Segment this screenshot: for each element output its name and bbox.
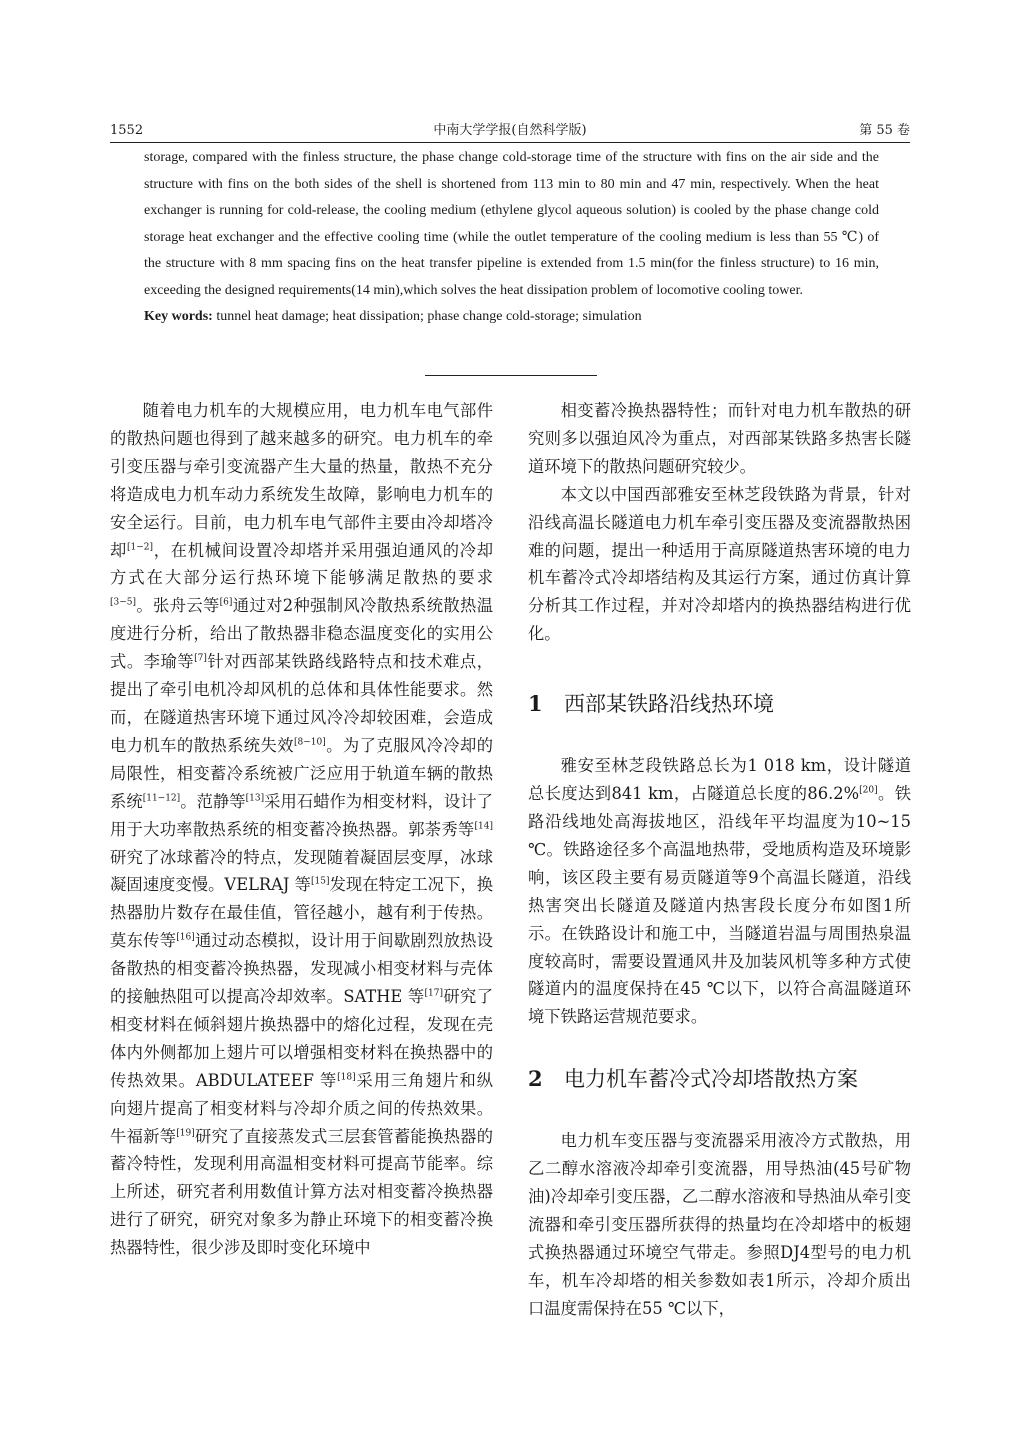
section-number: 2 [528, 1066, 543, 1092]
section-1-paragraph [528, 752, 911, 1031]
english-abstract [144, 145, 879, 331]
citation-ref: [7] [194, 653, 207, 664]
text-run: 研究了相变材料在倾斜翅片换热器中的熔化过程，发现在壳体内外侧都加上翅片可以增强相变材料在换热器中的传热效果。ABDULATEEF 等 [110, 987, 493, 1090]
text-run: 。张舟云等 [136, 596, 220, 616]
text-run: 。范静等 [180, 791, 246, 811]
keywords-line [144, 304, 879, 331]
section-heading-2 [528, 1063, 911, 1095]
right-column [528, 397, 911, 1323]
text-run: 通过对2种强制风冷散热系统散热温度进行分析，给出了散热器非稳态温度变化的实用公式。李瑜等 [110, 596, 493, 672]
text-run: 发现在特定工况下，换热器肋片数存在最佳值，管径越小，越有利于传热。莫东传等 [110, 875, 493, 951]
purpose-paragraph: 本文以中国西部雅安至林芝段铁路为背景，针对沿线高温长隧道电力机车牵引变压器及变流器散热困难的问题，提出一种适用于高原隧道热害环境的电力机车蓄冷式冷却塔结构及其运行方案，通过仿真计算分析其工作过程，并对冷却塔内的换热器结构进行优化。 [528, 484, 911, 644]
text-run: 采用石蜡作为相变材料，设计了用于大功率散热系统的相变蓄冷换热器。郭荼秀等 [110, 791, 493, 839]
citation-ref: [18] [337, 1072, 356, 1083]
citation-ref: [3−5] [110, 597, 137, 608]
text-run: 针对西部某铁路线路特点和技术难点，提出了牵引电机冷却风机的总体和具体性能要求。然而，在隧道热害环境下通过风冷冷却较困难，会造成电力机车的散热系统失效 [110, 652, 493, 755]
citation-ref: [11−12] [142, 793, 181, 804]
page-number: 1552 [110, 123, 144, 138]
running-header [110, 122, 910, 143]
text-run: ，在机械间设置冷却塔并采用强迫通风的冷却方式在大部分运行热环境下能够满足散热的要求 [110, 540, 493, 588]
citation-ref: [1−2] [127, 542, 154, 553]
abstract-separator [425, 375, 597, 376]
keywords-label: Key words: [144, 309, 213, 324]
journal-name: 中南大学学报(自然科学版) [433, 123, 587, 138]
volume-number: 第 55 卷 [859, 123, 910, 138]
text-run: 雅安至林芝段铁路总长为1 018 km，设计隧道总长度达到841 km，占隧道总长度的86.2% [528, 756, 911, 804]
citation-ref: [8−10] [293, 737, 326, 748]
citation-ref: [20] [859, 785, 878, 796]
introduction-paragraph-end: 相变蓄冷换热器特性；而针对电力机车散热的研究则多以强迫风冷为重点，对西部某铁路多热害长隧道环境下的散热问题研究较少。 [528, 401, 911, 476]
text-run: 随着电力机车的大规模应用，电力机车电气部件的散热问题也得到了越来越多的研究。电力机车的牵引变压器与牵引变流器产生大量的热量，散热不充分将造成电力机车动力系统发生故障，影响电力机车的安全运行。目前，电力机车电气部件主要由冷却塔冷却 [110, 401, 493, 560]
introduction-paragraph [110, 397, 493, 1262]
left-column [110, 397, 493, 1262]
citation-ref: [14] [474, 821, 493, 832]
text-run: 。铁路沿线地处高海拔地区，沿线年平均温度为10~15 ℃。铁路途径多个高温地热带，受地质构造及环境影响，该区段主要有易贡隧道等9个高温长隧道，沿线热害突出长隧道及隧道内热害段长度分布如图1所示。在铁路设计和施工中，当隧道岩温与周围热泉温度较高时，需要设置通风井及加装风机等多种方式使隧道内的温度保持在45 ℃以下，以符合高温隧道环境下铁路运营规范要求。 [528, 784, 911, 1027]
text-run: 。为了克服风冷冷却的局限性，相变蓄冷系统被广泛应用于轨道车辆的散热系统 [110, 735, 493, 811]
citation-ref: [16] [176, 932, 195, 943]
citation-ref: [19] [176, 1128, 195, 1139]
keywords-text: tunnel heat damage; heat dissipation; phase change cold-storage; simulation [212, 309, 642, 324]
abstract-continuation: storage, compared with the finless structure, the phase change cold-storage time of the structure with fins on the air side and the structure with fins on the both sides of the shell is shortened from 113 min to 80 min and 47 min, respectively. When the heat exchanger is running for cold-release, the cooling medium (ethylene glycol aqueous solution) is cooled by the phase change cold storage heat exchanger and the effective cooling time (while the outlet temperature of the cooling medium is less than 55 ℃) of the structure with 8 mm spacing fins on the heat transfer pipeline is extended from 1.5 min(for the finless structure) to 16 min, exceeding the designed requirements(14 min),which solves the heat dissipation problem of locomotive cooling tower. [144, 150, 879, 298]
citation-ref: [15] [311, 876, 330, 887]
section-number: 1 [528, 691, 543, 717]
section-title: 电力机车蓄冷式冷却塔散热方案 [564, 1067, 858, 1092]
section-title: 西部某铁路沿线热环境 [564, 692, 774, 717]
section-heading-1 [528, 688, 911, 720]
citation-ref: [6] [219, 597, 233, 608]
citation-ref: [13] [245, 793, 265, 804]
citation-ref: [17] [424, 988, 443, 999]
text-run: 采用三角翅片和纵向翅片提高了相变材料与冷却介质之间的传热效果。牛福新等 [110, 1070, 493, 1146]
section-2-paragraph: 电力机车变压器与变流器采用液冷方式散热，用乙二醇水溶液冷却牵引变流器，用导热油(45号矿物油)冷却牵引变压器，乙二醇水溶液和导热油从牵引变流器和牵引变压器所获得的热量均在冷却塔中的板翅式换热器通过环境空气带走。参照DJ4型号的电力机车，机车冷却塔的相关参数如表1所示，冷却介质出口温度需保持在55 ℃以下， [528, 1131, 911, 1318]
text-run: 研究了冰球蓄冷的特点，发现随着凝固层变厚，冰球凝固速度变慢。VELRAJ 等 [110, 847, 493, 895]
text-run: 通过动态模拟，设计用于间歇剧烈放热设备散热的相变蓄冷换热器，发现减小相变材料与壳体的接触热阻可以提高冷却效率。SATHE 等 [110, 931, 493, 1007]
text-run: 研究了直接蒸发式三层套管蓄能换热器的蓄冷特性，发现利用高温相变材料可提高节能率。综上所述，研究者利用数值计算方法对相变蓄冷换热器进行了研究，研究对象多为静止环境下的相变蓄冷换热器特性，很少涉及即时变化环境中 [110, 1126, 493, 1258]
